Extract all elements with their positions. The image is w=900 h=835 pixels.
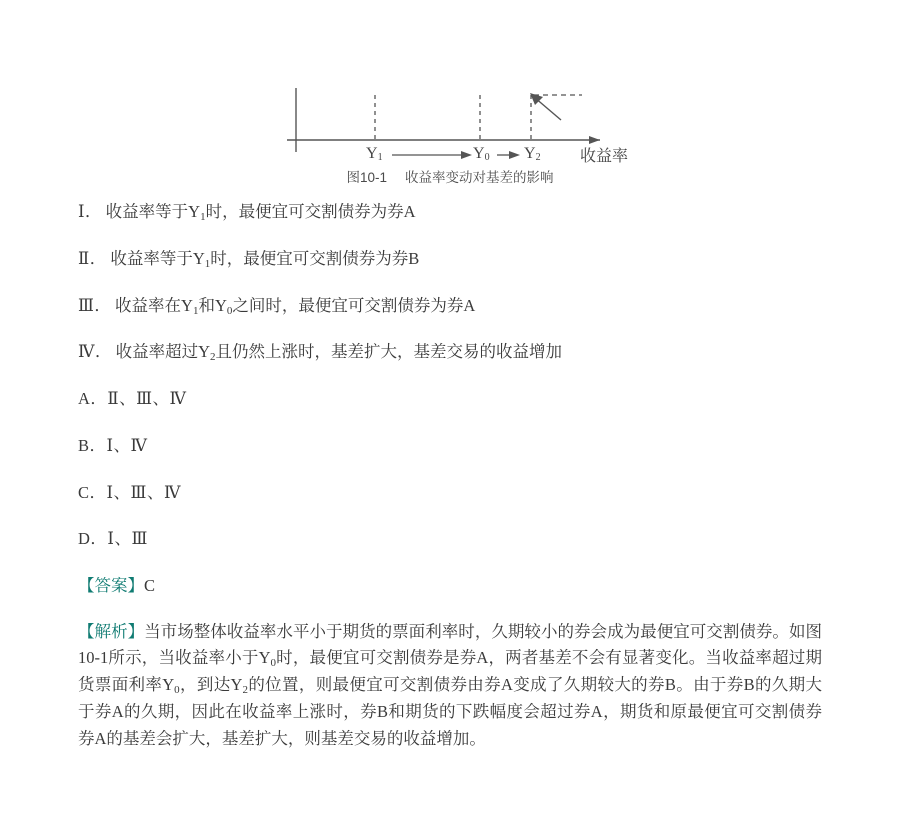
tick-label-y2: [524, 145, 541, 163]
statement-4-text-after: 且仍然上涨时，基差扩大，基差交易的收益增加: [215, 342, 563, 362]
figure-caption: [0, 166, 900, 186]
answer-line: [78, 574, 822, 599]
explanation-part3: ，到达Y: [179, 675, 243, 695]
statement-3-text-mid: 和Y: [198, 295, 227, 315]
answer-value: C: [144, 576, 156, 595]
statement-2-numeral: Ⅱ: [78, 248, 90, 268]
option-b[interactable]: [78, 434, 822, 459]
shift-arrow-y1-y0-head: [461, 151, 472, 159]
tick-label-y2-base: Y: [524, 145, 536, 162]
explanation-tag: 【解析】: [78, 622, 145, 641]
explanation-part4: 的位置，则最便宜可交割债券由券A变成了久期较大的券B。由于券B的久期大于券A的久期，因此在收益率上涨时，券B和期货的下跌幅度会超过券A，期货和原最便宜可交割债券券A的基差会扩大，基差扩大，则基差交易的收益增加。: [78, 675, 823, 748]
statement-1-text-after: 时，最便宜可交割债券为券A: [205, 202, 416, 221]
statement-2-text-after: 时，最便宜可交割债券为券B: [210, 248, 420, 268]
explanation-sub2: 0: [174, 684, 180, 697]
statement-3: [78, 294, 822, 319]
explanation-part1: 当市场整体收益率水平小于期货的票面利率时，久期较小的券会成为最便宜可交割债券。如图10-1所示，当收益率小于Y: [78, 621, 823, 668]
option-c-value: Ⅰ、Ⅲ、Ⅳ: [106, 482, 181, 502]
tick-label-y0: [473, 145, 490, 163]
statement-4: [78, 340, 822, 365]
option-b-letter: B．: [78, 435, 107, 455]
option-a-value: Ⅱ、Ⅲ、Ⅳ: [107, 389, 187, 408]
option-a[interactable]: [78, 387, 822, 412]
option-b-value: Ⅰ、Ⅳ: [106, 435, 148, 455]
option-c[interactable]: [78, 481, 822, 506]
statement-3-text-after: 之间时，最便宜可交割债券为券A: [232, 295, 476, 315]
statement-3-sep: ．: [94, 295, 111, 315]
statement-1-text-before: 收益率等于Y: [105, 202, 201, 221]
explanation-sub1: 0: [270, 657, 276, 670]
statement-4-text-before: 收益率超过Y: [115, 342, 211, 362]
statement-1: [78, 200, 822, 225]
explanation-part2: 时，最便宜可交割债券是券A，两者基差不会有显著变化。当收益率超过期货票面利率Y: [78, 648, 822, 695]
question-body: [78, 200, 822, 752]
option-d-letter: D．: [78, 529, 108, 549]
statement-3-sub2: 0: [226, 304, 233, 317]
tick-label-y2-sub: 2: [535, 152, 541, 163]
option-c-letter: C．: [78, 482, 107, 502]
statement-3-text-before: 收益率在Y: [115, 295, 193, 315]
explanation-paragraph: [78, 619, 822, 753]
statement-4-sep: ．: [94, 342, 112, 362]
statement-1-sep: ．: [85, 202, 102, 221]
shift-arrow-y0-y2-head: [509, 151, 520, 159]
x-axis-title: 收益率: [580, 148, 629, 165]
option-d-value: Ⅰ、Ⅲ: [107, 529, 148, 549]
explanation-sub3: 2: [242, 684, 248, 697]
statement-4-sub: 2: [210, 351, 216, 364]
yield-basis-diagram: [0, 0, 900, 160]
statement-2: [78, 247, 822, 272]
answer-tag: 【答案】: [78, 577, 144, 595]
statement-4-numeral: Ⅳ: [78, 342, 95, 362]
figure-caption-title: 收益率变动对基差的影响: [405, 170, 554, 185]
figure-region: [0, 0, 900, 185]
option-d[interactable]: [78, 527, 822, 552]
statement-2-sep: ．: [89, 248, 107, 268]
statement-3-sub: 1: [192, 304, 199, 317]
figure-caption-number: 图10-1: [346, 170, 388, 185]
tick-label-y1-sub: 1: [377, 152, 383, 163]
statement-3-numeral: Ⅲ: [78, 295, 95, 315]
tick-label-y0-base: Y: [473, 145, 485, 162]
tick-label-y1: [366, 145, 383, 163]
tick-label-y0-sub: 0: [484, 152, 490, 163]
statement-1-numeral: Ⅰ: [78, 202, 86, 221]
statement-2-sub: 1: [204, 257, 211, 270]
option-a-letter: A．: [78, 389, 108, 408]
statement-1-sub: 1: [200, 211, 206, 223]
statement-2-text-before: 收益率等于Y: [110, 248, 205, 268]
tick-label-y1-base: Y: [366, 145, 378, 162]
